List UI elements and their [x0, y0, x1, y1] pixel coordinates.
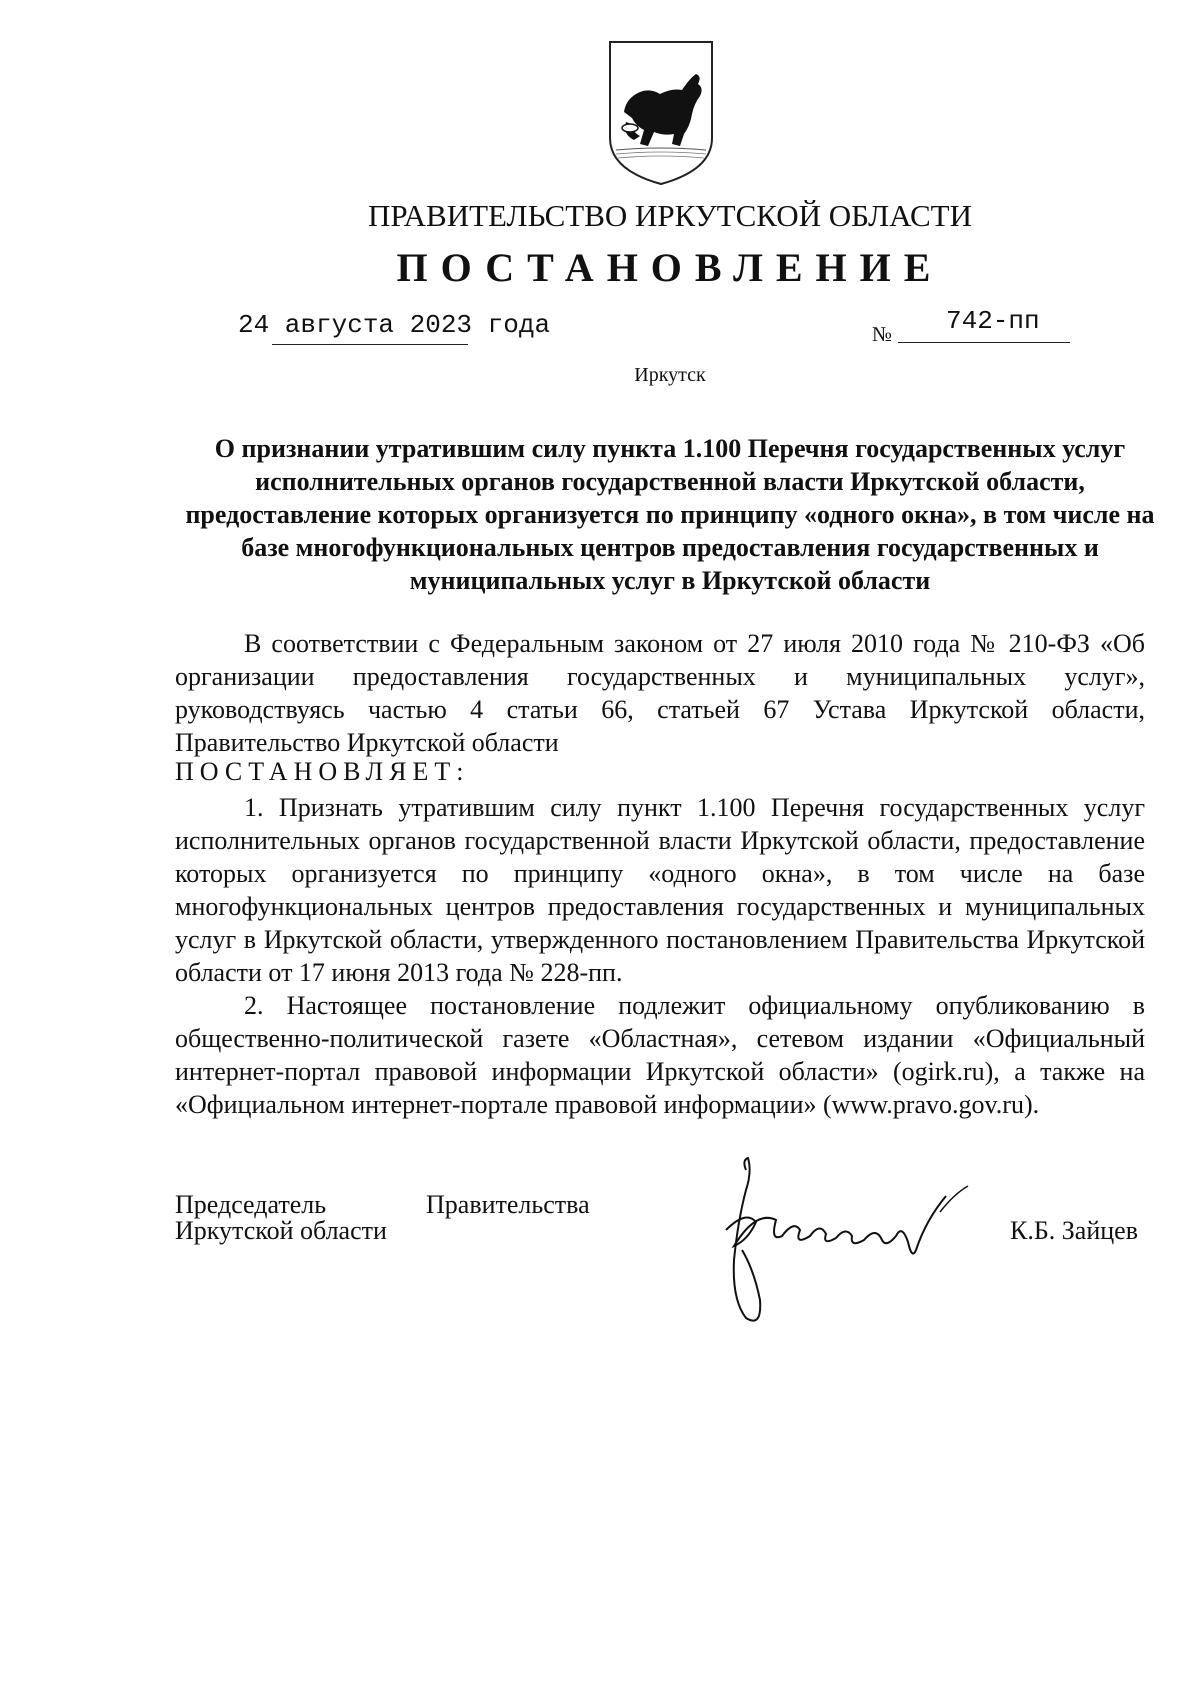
preamble-paragraph: В соответствии с Федеральным законом от 27 июля 2010 года № 210-ФЗ «Об организации предоставления государственных и муниципальных услуг», руководствуясь частью 4 статьи 66, статьей 67 Устава Иркутской области, Правительство Иркутской области: [175, 629, 1145, 757]
city-name: Иркутск: [634, 364, 706, 386]
date-underline: [272, 344, 468, 345]
signer-position-word-2: Правительства: [426, 1190, 590, 1219]
signer-position-line-2: Иркутской области: [175, 1216, 387, 1245]
resolves-heading: ПОСТАНОВЛЯЕТ:: [175, 757, 470, 786]
signer-position-word-1: Председатель: [175, 1190, 327, 1219]
document-number: 742-пп: [946, 306, 1040, 336]
organization-name: ПРАВИТЕЛЬСТВО ИРКУТСКОЙ ОБЛАСТИ: [367, 198, 972, 233]
document-date: 24 августа 2023 года: [238, 310, 551, 340]
document-type: ПОСТАНОВЛЕНИЕ: [396, 245, 944, 290]
signer-name: К.Б. Зайцев: [1010, 1216, 1138, 1245]
coat-of-arms-icon: [606, 38, 716, 186]
item-2-paragraph: 2. Настоящее постановление подлежит официальному опубликованию в общественно-политической газете «Областная», сетевом издании «Официальный интернет-портал правовой информации Иркутской области» (ogirk.ru), а также на «Официальном интернет-портале правовой информации» (www.pravo.gov.ru).: [175, 991, 1145, 1119]
document-title: О признании утратившим силу пункта 1.100 Перечня государственных услуг исполнительных органов государственной власти Иркутской области, предоставление которых организуется по принципу «одного окна», в том числе на базе многофункциональных центров предоставления государственных и муниципальных услуг в Иркутской области: [185, 434, 1155, 595]
handwritten-signature-icon: [686, 1150, 986, 1330]
number-underline: [898, 342, 1070, 343]
item-1-paragraph: 1. Признать утратившим силу пункт 1.100 Перечня государственных услуг исполнительных органов государственной власти Иркутской области, предоставление которых организуется по принципу «одного окна», в том числе на базе многофункциональных центров предоставления государственных и муниципальных услуг в Иркутской области, утвержденного постановлением Правительства Иркутской области от 17 июня 2013 года № 228-пп.: [175, 793, 1145, 987]
number-sign: №: [872, 322, 893, 346]
